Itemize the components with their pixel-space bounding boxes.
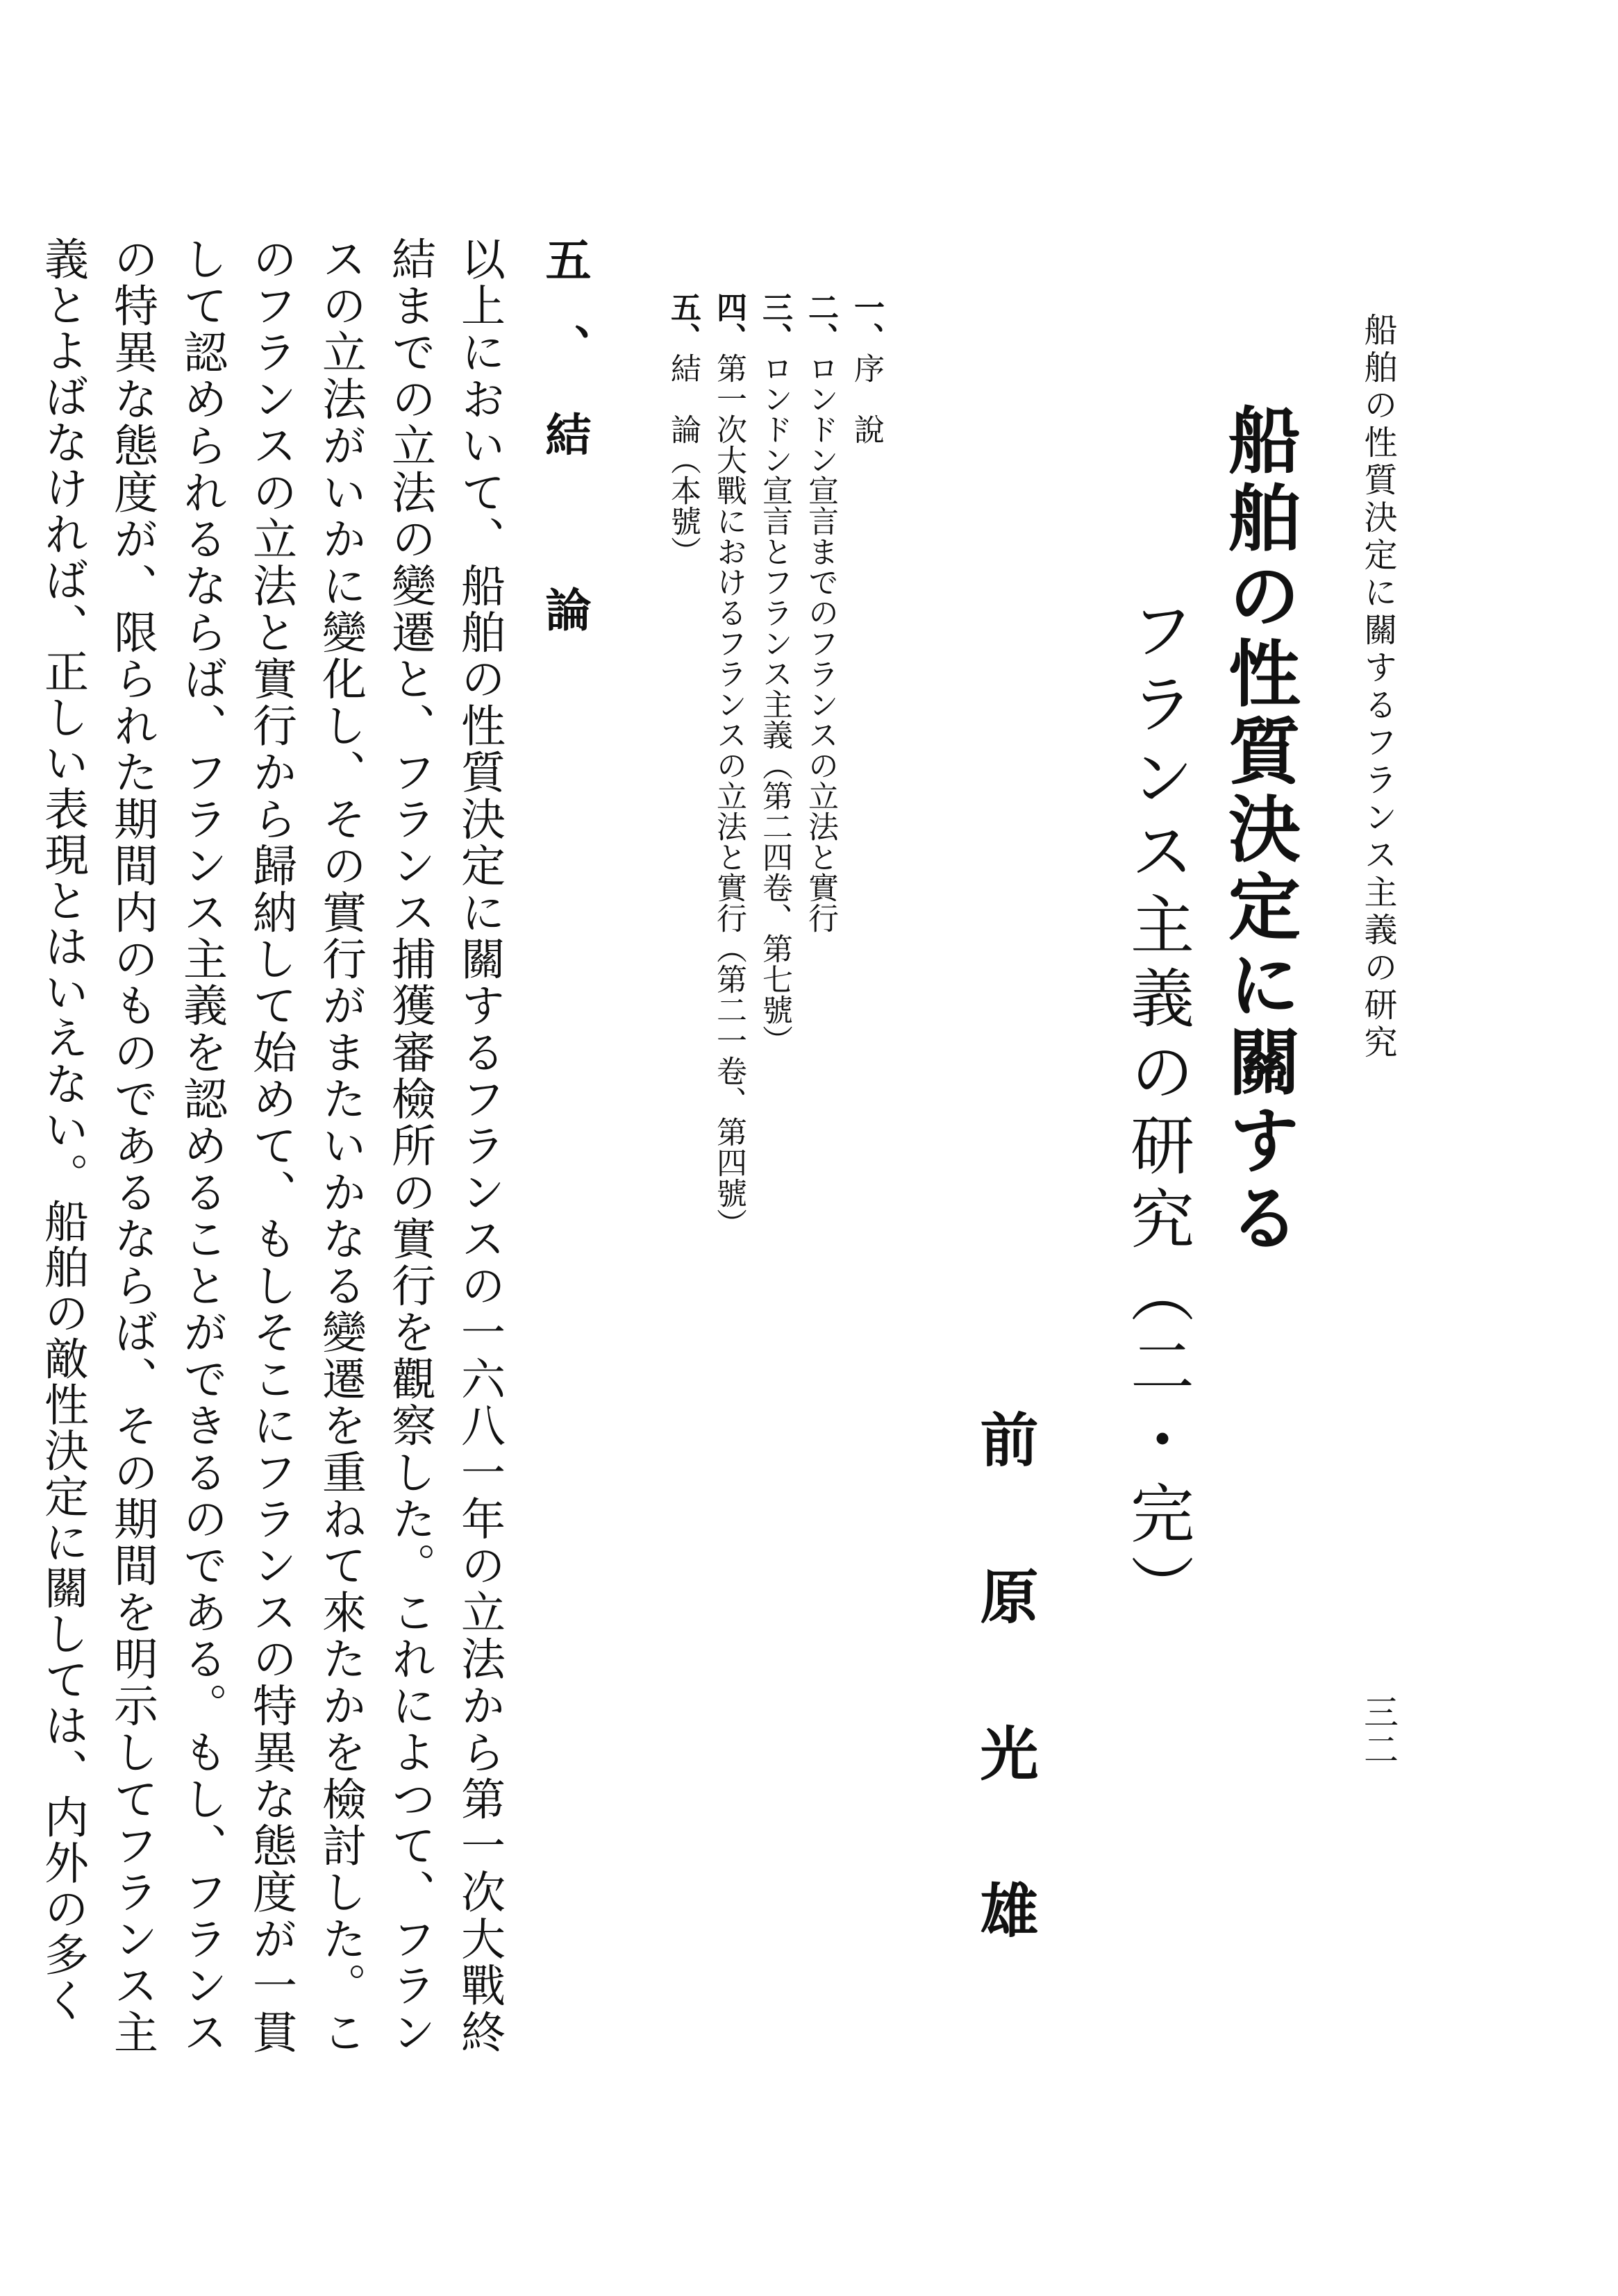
toc-item-number: 三、 [757, 292, 792, 353]
toc-item-label: 第一次大戰におけるフランスの立法と實行（第二一卷、第四號） [711, 353, 747, 1239]
toc-item-label: 結 論（本號） [665, 353, 701, 567]
toc-item-number: 一、 [849, 292, 884, 353]
table-of-contents [639, 292, 889, 1264]
toc-item [843, 292, 889, 1264]
author-name: 前原光雄 [971, 1409, 1040, 2037]
toc-item-number: 五、 [665, 292, 701, 353]
running-head: 船舶の性質決定に關するフランス主義の研究 [1358, 312, 1397, 1062]
body-paragraph: 以上において、船舶の性質決定に關するフランスの一六八一年の立法から第一次大戰終結までの立法の變遷と、フランス捕獲審檢所の實行を觀察した。これによつて、フランスの立法がいかに變化し、その實行がまたいかなる變遷を重ねて來たかを檢討した。このフランスの立法と實行から歸納して始めて、もしそこにフランスの特異な態度が一貫して認められるならば、フランス主義を認めることができるのである。もし、フランスの特異な態度が、限られた期間内のものであるならば、その期間を明示してフランス主義とよばなければ、正しい表現とはいえない。船舶の敵性決定に關しては、内外の多く [37, 236, 505, 2056]
toc-item [751, 292, 797, 1264]
toc-item [797, 292, 843, 1264]
toc-item-number: 四、 [711, 292, 747, 353]
article-title: 船舶の性質決定に關する [1216, 403, 1301, 1258]
section-heading: 五、結 論 [537, 236, 592, 673]
article-subtitle: フランス主義の研究（二・完） [1120, 597, 1194, 1627]
toc-item-label: ロンドン宣言とフランス主義（第二四卷、第七號） [757, 353, 792, 1055]
toc-item-number: 二、 [803, 292, 838, 353]
toc-item [660, 292, 706, 1264]
page-number: 三二 [1358, 1694, 1399, 1769]
toc-item-label: ロンドン宣言までのフランスの立法と實行 [803, 353, 838, 933]
toc-item [706, 292, 751, 1264]
toc-item-label: 序 說 [849, 353, 884, 444]
